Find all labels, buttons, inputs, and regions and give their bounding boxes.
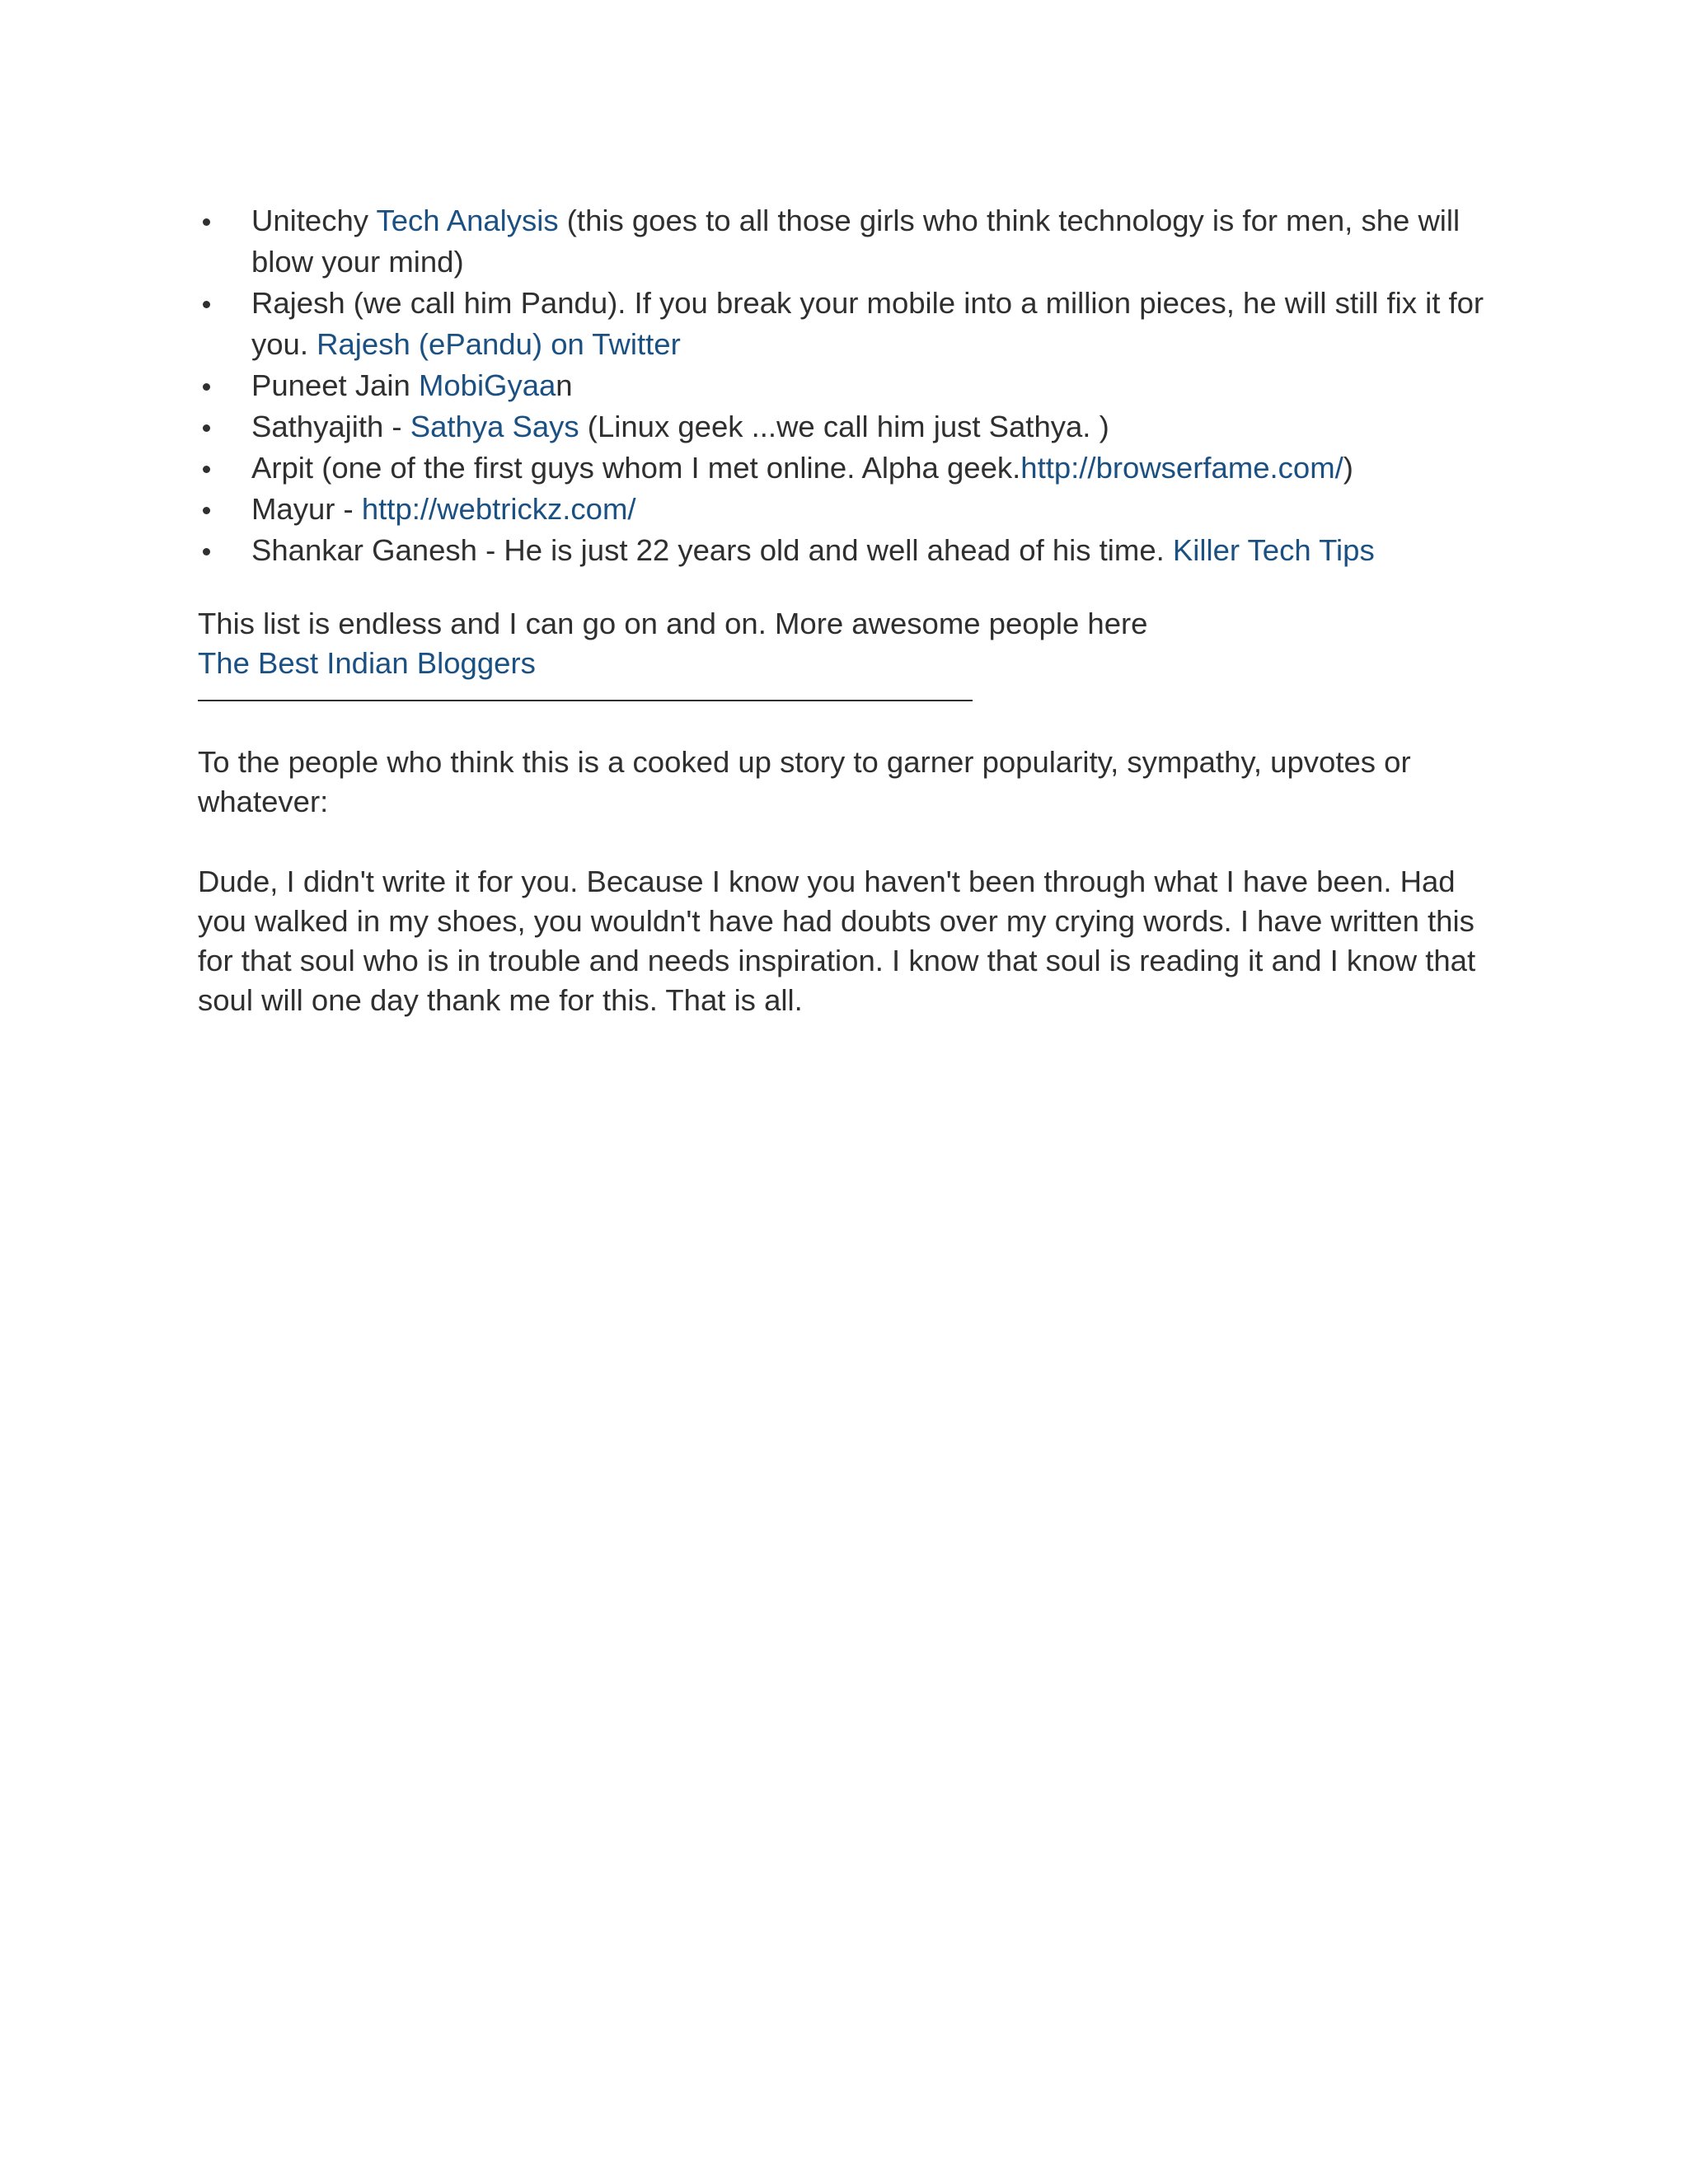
list-item-prefix: Rajesh (we call him Pandu). If you break your mobile into a million pieces, he will still fix it for you.	[251, 286, 1484, 361]
list-item	[198, 200, 1492, 283]
list-item	[198, 530, 1492, 571]
list-item-prefix: Puneet Jain	[251, 368, 419, 402]
more-bloggers-paragraph	[198, 604, 1492, 683]
link-sathya-says[interactable]: Sathya Says	[410, 410, 579, 443]
link-tech-analysis[interactable]: Tech Analysis	[376, 204, 559, 237]
link-killer-tech-tips[interactable]: Killer Tech Tips	[1172, 533, 1375, 567]
list-item	[198, 406, 1492, 448]
link-browserfame[interactable]: http://browserfame.com/	[1020, 451, 1343, 485]
list-item	[198, 283, 1492, 365]
list-item-suffix: (Linux geek ...we call him just Sathya. )	[579, 410, 1109, 443]
list-item-prefix: Unitechy	[251, 204, 377, 237]
list-item	[198, 448, 1492, 489]
bullet-icon	[203, 466, 210, 473]
blogger-list	[198, 200, 1492, 571]
list-item-suffix: )	[1343, 451, 1353, 485]
link-rajesh-twitter[interactable]: Rajesh (ePandu) on Twitter	[316, 327, 681, 361]
list-item-suffix: n	[556, 368, 573, 402]
bullet-icon	[203, 507, 210, 514]
link-best-indian-bloggers[interactable]: The Best Indian Bloggers	[198, 646, 536, 680]
bullet-icon	[203, 548, 210, 555]
bullet-icon	[203, 383, 210, 391]
list-item-suffix: (this goes to all those girls who think technology is for men, she will blow your mind)	[251, 204, 1461, 279]
bullet-icon	[203, 218, 210, 226]
link-mobigyaan[interactable]: MobiGyaa	[418, 368, 556, 402]
more-bloggers-text: This list is endless and I can go on and on. More awesome people here	[198, 607, 1148, 640]
horizontal-divider	[198, 700, 973, 701]
list-item-prefix: Sathyajith -	[251, 410, 410, 443]
list-item-prefix: Shankar Ganesh - He is just 22 years old and well ahead of his time.	[251, 533, 1173, 567]
bullet-icon	[203, 301, 210, 308]
list-item	[198, 489, 1492, 530]
closing-paragraph: Dude, I didn't write it for you. Because I know you haven't been through what I have been. Had you walked in my shoes, you wouldn't have had doubts over my crying words. I have written this for that soul who is in trouble and needs inspiration. I know that soul is reading it and I know that soul will one day thank me for this. That is all.	[198, 865, 1476, 1017]
link-webtrickz[interactable]: http://webtrickz.com/	[361, 492, 636, 526]
skeptics-paragraph: To the people who think this is a cooked up story to garner popularity, sympathy, upvotes or whatever:	[198, 745, 1411, 818]
list-item	[198, 365, 1492, 406]
document-page	[198, 200, 1492, 1020]
list-item-prefix: Mayur -	[251, 492, 362, 526]
list-item-prefix: Arpit (one of the first guys whom I met online. Alpha geek.	[251, 451, 1021, 485]
bullet-icon	[203, 424, 210, 432]
